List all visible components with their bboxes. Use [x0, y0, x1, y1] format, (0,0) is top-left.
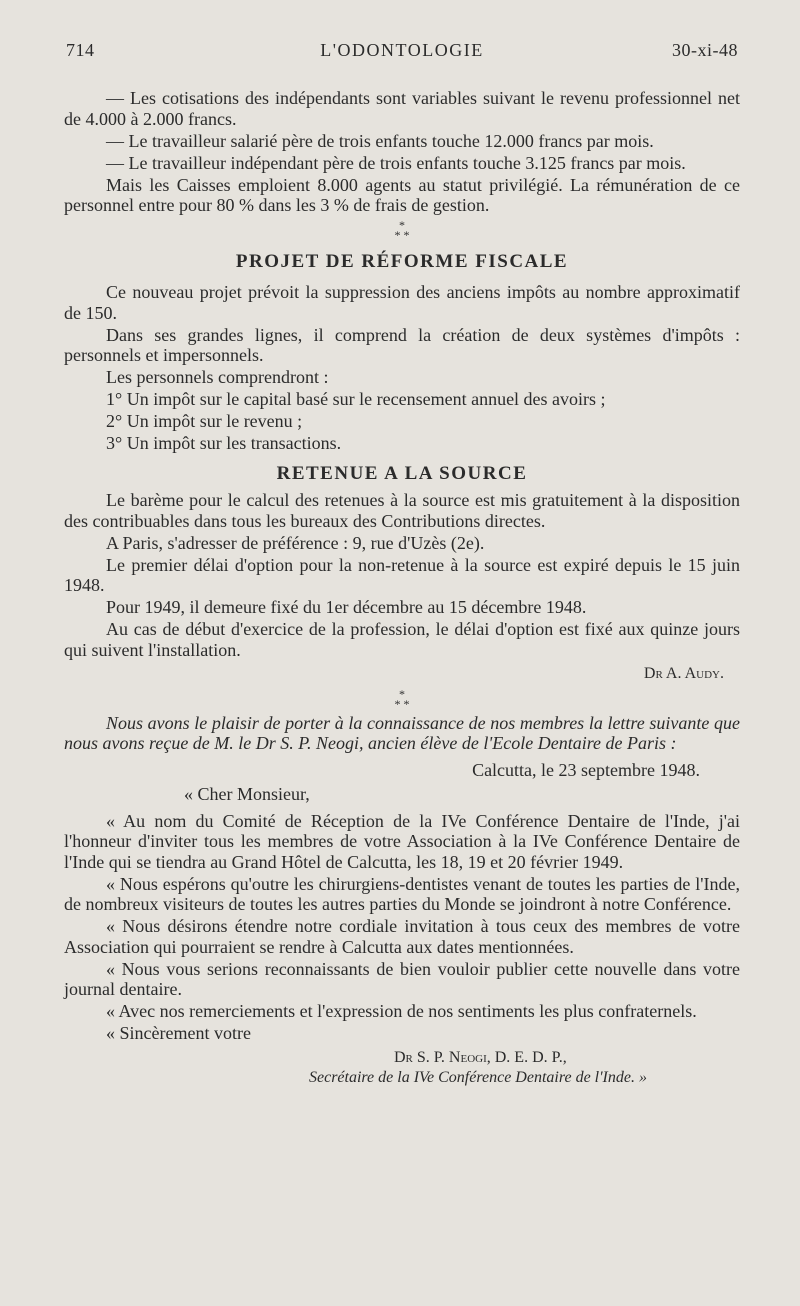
intro-paragraph: — Le travailleur salarié père de trois enfants touche 12.000 francs par mois.: [106, 130, 654, 151]
separator-stars: * *: [394, 227, 410, 242]
section-paragraph: Les personnels comprendront :: [106, 367, 329, 387]
section-paragraph: Le premier délai d'option pour la non-retenue à la source est expiré depuis le 15 juin 1948.: [64, 554, 740, 595]
page-number: 714: [66, 40, 95, 60]
section-paragraph: Le barème pour le calcul des retenues à la source est mis gratuitement à la disposition des contribuables dans tous les bureaux des Contributions directes.: [64, 490, 740, 531]
section-paragraph: Ce nouveau projet prévoit la suppression des anciens impôts au nombre approximatif de 150.: [64, 282, 740, 323]
list-item: 3° Un impôt sur les transactions.: [106, 433, 342, 453]
section-title-reforme: PROJET DE RÉFORME FISCALE: [235, 250, 569, 272]
letter-paragraph: « Avec nos remerciements et l'expression de nos sentiments les plus confraternels.: [106, 1001, 697, 1021]
letter-paragraph: « Au nom du Comité de Réception de la IVe Conférence Dentaire de l'Inde, j'ai l'honneur d'inviter tous les membres de votre Association à la IVe Conférence Dentaire de l'Inde qui se tiendra au Grand Hôtel de Calcutta, les 18, 19 et 20 février 1949.: [64, 810, 740, 872]
section-paragraph: Au cas de début d'exercice de la profession, le délai d'option est fixé aux quinze jours qui suivent l'installation.: [64, 619, 740, 660]
section-paragraph: A Paris, s'adresser de préférence : 9, rue d'Uzès (2e).: [106, 532, 485, 553]
author-signature: Dr A. Audy.: [643, 665, 724, 682]
list-item: 1° Un impôt sur le capital basé sur le recensement annuel des avoirs ;: [106, 389, 606, 409]
letter-paragraph: « Nous désirons étendre notre cordiale invitation à tous ceux des membres de votre Association qui pourraient se rendre à Calcutta aux dates mentionnées.: [64, 916, 740, 957]
journal-title: L'ODONTOLOGIE: [320, 40, 484, 60]
letter-salutation: « Cher Monsieur,: [184, 784, 310, 804]
intro-paragraph: Mais les Caisses emploient 8.000 agents au statut privilégié. La rémunération de ce personnel entre pour 80 % dans les 3 % de frais de gestion.: [64, 174, 740, 215]
list-item: 2° Un impôt sur le revenu ;: [106, 411, 303, 431]
intro-paragraph: — Le travailleur indépendant père de trois enfants touche 3.125 francs par mois.: [106, 152, 686, 173]
section-title-retenue: RETENUE A LA SOURCE: [276, 462, 528, 484]
letter-paragraph: « Sincèrement votre: [106, 1023, 251, 1043]
intro-paragraph: — Les cotisations des indépendants sont variables suivant le revenu professionnel net de 4.000 à 2.000 francs.: [64, 88, 740, 129]
separator-stars: * *: [394, 696, 410, 711]
section-paragraph: Dans ses grandes lignes, il comprend la création de deux systèmes d'impôts : personnels et impersonnels.: [64, 324, 740, 365]
letter-intro: Nous avons le plaisir de porter à la connaissance de nos membres la lettre suivante que nous avons reçue de M. le Dr S. P. Neogi, ancien élève de l'Ecole Dentaire de Paris :: [64, 712, 740, 753]
letter-place-date: Calcutta, le 23 septembre 1948.: [472, 759, 700, 780]
section-separator: [64, 217, 740, 242]
letter-signature: Dr S. P. Neogi, D. E. D. P.,: [394, 1048, 567, 1066]
letter-paragraph: « Nous vous serions reconnaissants de bien vouloir publier cette nouvelle dans votre journal dentaire.: [64, 958, 740, 999]
letter-paragraph: « Nous espérons qu'outre les chirurgiens-dentistes venant de toutes les parties de l'Inde, de nombreux visiteurs de toutes les autres parties du Monde se joindront à notre Conférence.: [64, 873, 740, 914]
separator-star: *: [399, 217, 405, 232]
page-header: [66, 40, 738, 66]
section-paragraph: Pour 1949, il demeure fixé du 1er décembre au 15 décembre 1948.: [106, 597, 587, 617]
separator-star: *: [399, 686, 405, 701]
issue-date: 30-xi-48: [672, 40, 738, 60]
section-separator: [64, 686, 740, 711]
page-body: [64, 88, 740, 1089]
letter-signature-title: Secrétaire de la IVe Conférence Dentaire de l'Inde. »: [309, 1069, 647, 1086]
